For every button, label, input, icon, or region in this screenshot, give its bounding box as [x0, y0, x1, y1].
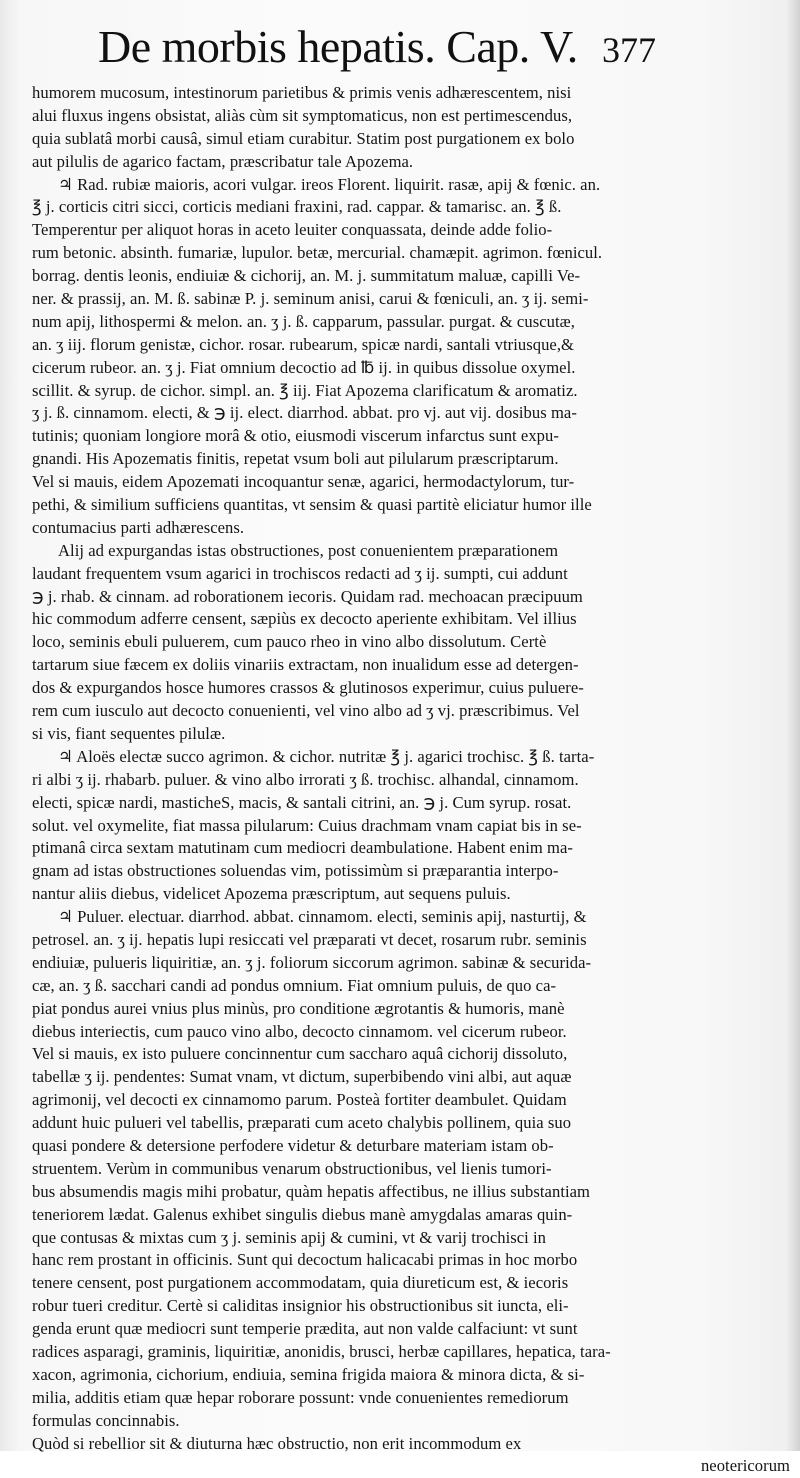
text-line: cicerum rubeor. an. ʒ j. Fiat omnium decoctio ad ℔ ij. in quibus dissolue oxymel. — [32, 357, 576, 377]
text-line: dos & expurgandos hosce humores crassos & glutinosos experimur, cuius puluere- — [32, 678, 584, 698]
running-head — [0, 18, 800, 78]
text-line: bus absumendis magis mihi probatur, quàm hepatis affectibus, ne illius substantiam — [32, 1181, 591, 1201]
text-line: milia, additis etiam quæ hepar roborare possunt: vnde conuenientes remediorum — [32, 1387, 569, 1407]
text-line: contumacius parti adhærescens. — [32, 517, 245, 537]
text-line: Vel si mauis, ex isto puluere concinnentur cum saccharo aquâ cichorij dissoluto, — [32, 1044, 568, 1064]
text-line: endiuiæ, pulueris liquiritiæ, an. ʒ j. foliorum siccorum agrimon. sabinæ & securida- — [32, 952, 592, 972]
page-number: 377 — [602, 30, 656, 70]
text-line: addunt huic pulueri vel tabellis, præparati cum aceto chalybis pollinem, quia suo — [32, 1113, 572, 1133]
text-line: rem cum iusculo aut decocto conuenienti, vel vino albo ad ʒ vj. præscribimus. Vel — [32, 701, 580, 721]
text-line: teneriorem lædat. Galenus exhibet singulis diebus manè amygdalas amaras quin- — [32, 1204, 573, 1224]
text-line: gnam ad istas obstructiones soluendas vim, potissimùm si præparantia interpo- — [32, 861, 559, 881]
text-line: diebus interiectis, cum pauco vino albo, decocto cinnamom. vel cicerum rubeor. — [32, 1021, 567, 1041]
text-line: Temperentur per aliquot horas in aceto leuiter conquassata, deinde adde folio- — [32, 220, 553, 240]
text-line: pethi, & similium sufficiens quantitas, vt sensim & quasi partitè eliciatur humor ille — [32, 495, 592, 515]
text-line: si vis, fiant sequentes pilulæ. — [32, 723, 226, 743]
text-line: nantur aliis diebus, videlicet Apozema præscriptum, aut sequens puluis. — [32, 884, 511, 904]
text-line: agrimonij, vel decocti ex cinnamomo parum. Posteà fortiter deambulet. Quidam — [32, 1090, 567, 1110]
text-line: alui fluxus ingens obsistat, aliàs cùm sit symptomaticus, non est pertimescendus, — [32, 105, 573, 125]
text-line: ner. & prassij, an. M. ß. sabinæ P. j. seminum anisi, carui & fœniculi, an. ʒ ij. semi- — [32, 289, 589, 309]
text-line: gnandi. His Apozematis finitis, repetat vsum boli aut pilularum præscriptarum. — [32, 449, 559, 469]
text-line: genda erunt quæ mediocri sunt temperie prædita, aut non valde calfaciunt: vt sunt — [32, 1319, 578, 1339]
text-line: num apij, lithospermi & melon. an. ʒ j. ß. capparum, passular. purgat. & cuscutæ, — [32, 311, 575, 331]
text-line: ♃ Rad. rubiæ maioris, acori vulgar. ireos Florent. liquirit. rasæ, apij & fœnic. an. — [58, 174, 601, 194]
catchword: neotericorum — [700, 1456, 790, 1476]
text-line: rum betonic. absinth. fumariæ, lupulor. betæ, mercurial. chamæpit. agrimon. fœnicul. — [32, 243, 603, 263]
text-line: laudant frequentem vsum agarici in trochiscos redacti ad ʒ ij. sumpti, cui addunt — [32, 563, 568, 583]
text-line: borrag. dentis leonis, endiuiæ & cichorij, an. M. j. summitatum maluæ, capilli Ve- — [32, 266, 581, 286]
text-line: ♃ Puluer. electuar. diarrhod. abbat. cinnamom. electi, seminis apij, nasturtij, & — [58, 907, 587, 927]
text-line: an. ʒ iij. florum genistæ, cichor. rosar. rubearum, spicæ nardi, santali vtriusque,& — [32, 334, 574, 354]
text-line: ♃ Aloës electæ succo agrimon. & cichor. nutritæ ℥ j. agarici trochisc. ℥ ß. tarta- — [58, 746, 595, 766]
text-line: petrosel. an. ʒ ij. hepatis lupi resiccati vel præparati vt decet, rosarum rubr. seminis — [32, 929, 587, 949]
text-line: formulas concinnabis. — [32, 1410, 180, 1430]
text-line: piat pondus aurei vnius plus minùs, pro conditione ægrotantis & humoris, manè — [32, 998, 565, 1018]
chapter-title: De morbis hepatis. Cap. V. — [98, 21, 578, 72]
text-line: aut pilulis de agarico factam, præscribatur tale Apozema. — [32, 151, 414, 171]
text-line: electi, spicæ nardi, masticheS, macis, & santali citrini, an. ℈ j. Cum syrup. rosat. — [32, 792, 572, 812]
text-line: radices asparagi, graminis, liquiritiæ, anonidis, brusci, herbæ capillares, hepatica, tara- — [32, 1341, 611, 1361]
text-line: scillit. & syrup. de cichor. simpl. an. ℥ iij. Fiat Apozema clarificatum & aromatiz. — [32, 380, 578, 400]
text-line: humorem mucosum, intestinorum parietibus & primis venis adhærescentem, nisi — [32, 83, 572, 102]
text-line: Vel si mauis, eidem Apozemati incoquantur senæ, agarici, hermodactylorum, tur- — [32, 472, 575, 492]
text-line: ri albi ʒ ij. rhabarb. puluer. & vino albo irrorati ʒ ß. trochisc. alhandal, cinnamom. — [32, 769, 579, 789]
text-line: tutinis; quoniam longiore morâ & otio, eiusmodi viscerum infarctus sunt expu- — [32, 426, 559, 446]
text-line: Alij ad expurgandas istas obstructiones, post conuenientem præparationem — [58, 540, 559, 560]
text-line: hanc rem prostant in officinis. Sunt qui decoctum halicacabi primas in hoc morbo — [32, 1250, 578, 1270]
text-line: quia sublatâ morbi causâ, simul etiam curabitur. Statim post purgationem ex bolo — [32, 128, 575, 148]
text-line: tartarum siue fæcem ex doliis vinariis extractam, non inualidum esse ad detergen- — [32, 655, 579, 675]
text-line: struentem. Verùm in communibus venarum obstructionibus, vel lienis tumori- — [32, 1158, 552, 1178]
text-line: hic commodum adferre censent, sæpiùs ex decocto aperiente exhibitam. Vel illius — [32, 609, 577, 629]
body-text — [32, 82, 792, 1478]
text-line: robur tueri creditur. Certè si caliditas insignior his obstructionibus sit iuncta, eli- — [32, 1296, 569, 1316]
text-line: ℥ j. corticis citri sicci, corticis mediani fraxini, rad. cappar. & tamarisc. an. ℥ ß. — [32, 197, 562, 217]
text-line: ʒ j. ß. cinnamom. electi, & ℈ ij. elect. diarrhod. abbat. pro vj. aut vij. dosibus ma- — [32, 403, 577, 423]
text-line: ℈ j. rhab. & cinnam. ad roborationem iecoris. Quidam rad. mechoacan præcipuum — [32, 586, 583, 606]
text-line: quasi pondere & detersione perfodere videtur & deturbare materiam istam ob- — [32, 1135, 554, 1155]
text-line: tabellæ ʒ ij. pendentes: Sumat vnam, vt dictum, superbibendo vini albi, aut aquæ — [32, 1067, 572, 1087]
text-line: loco, seminis ebuli puluerem, cum pauco rheo in vino albo dissolutum. Certè — [32, 632, 547, 652]
text-line: ptimanâ circa sextam matutinam cum mediocri deambulatione. Habent enim ma- — [32, 838, 573, 858]
text-line: solut. vel oxymelite, fiat massa pilularum: Cuius drachmam vnam capiat bis in se- — [32, 815, 582, 835]
text-line: tenere censent, post purgationem accommodatam, quia diureticum est, & iecoris — [32, 1273, 569, 1293]
text-line: cæ, an. ʒ ß. sacchari candi ad pondus omnium. Fiat omnium puluis, de quo ca- — [32, 975, 557, 995]
text-line: que contusas & mixtas cum ʒ j. seminis apij & cumini, vt & varij trochisci in — [32, 1227, 547, 1247]
text-line: xacon, agrimonia, cichorium, endiuia, semina frigida maiora & minora dicta, & si- — [32, 1364, 585, 1384]
text-line: Quòd si rebellior sit & diuturna hæc obstructio, non erit incommodum ex — [32, 1433, 522, 1453]
